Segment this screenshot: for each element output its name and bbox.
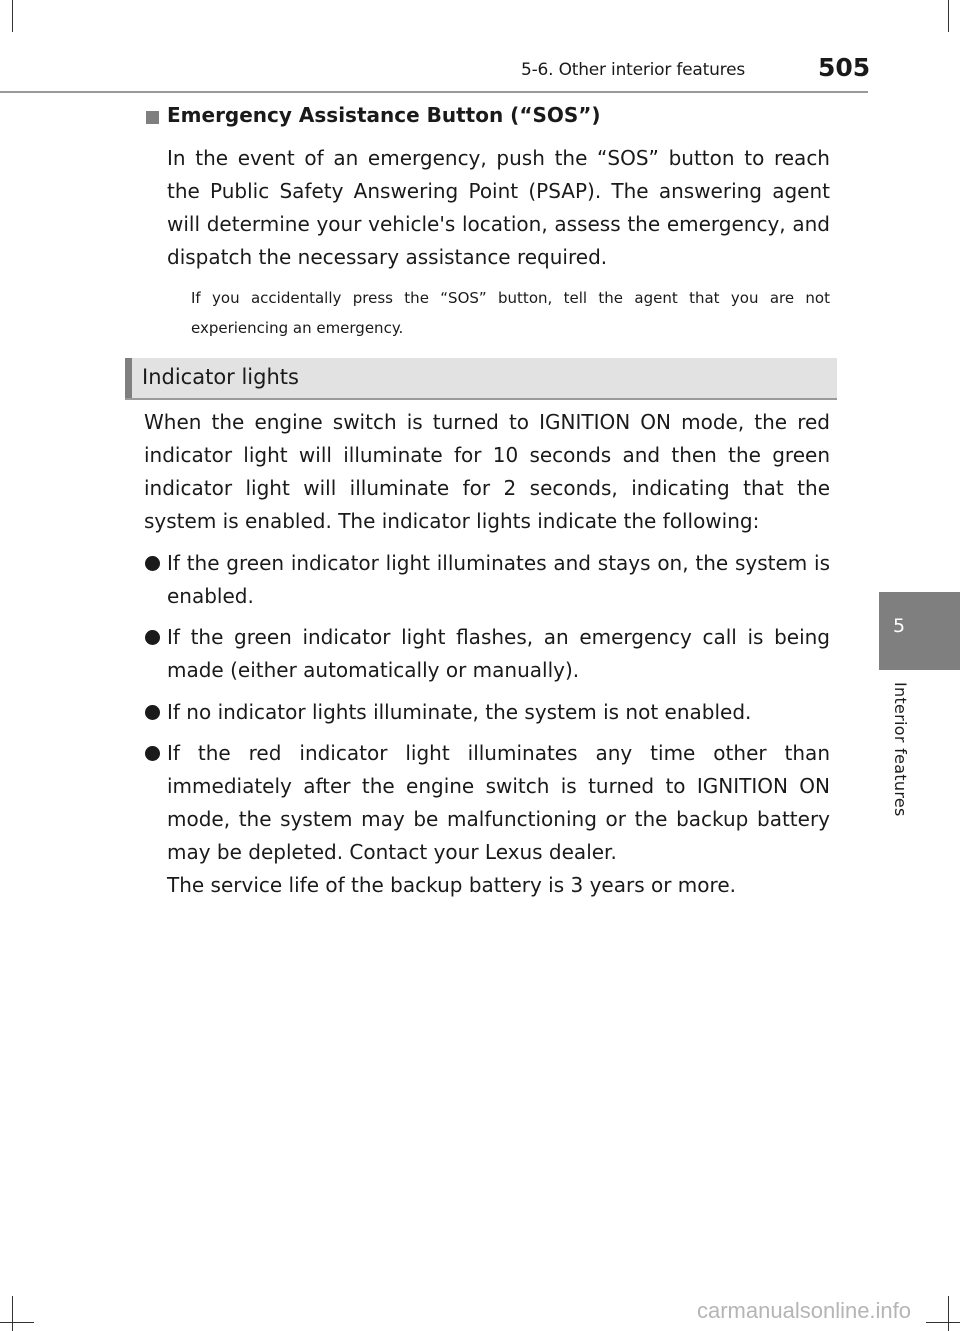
section-title: Indicator lights: [142, 365, 299, 389]
bullet-dot-icon: [145, 630, 160, 645]
section-heading-bar: [125, 358, 837, 400]
list-item: If the green indicator light illuminates and stays on, the system is enabled.: [167, 551, 830, 608]
chapter-tab: [879, 592, 960, 670]
sos-body: In the event of an emergency, push the “SOS” button to reach the Public Safety Answering Point (PSAP). The answering agent will determine your vehicle's location, assess the emergency, and dispatch the necessary assistance required.: [167, 146, 830, 269]
crop-mark: [0, 1322, 34, 1323]
bullet-dot-icon: [145, 746, 160, 761]
crop-mark: [12, 0, 13, 32]
crop-mark: [12, 1296, 13, 1331]
crop-mark: [926, 1322, 960, 1323]
crop-mark: [948, 0, 949, 32]
sos-note: If you accidentally press the “SOS” button, tell the agent that you are not experiencing an emergency.: [191, 289, 830, 337]
list-item: If no indicator lights illuminate, the system is not enabled.: [167, 700, 752, 724]
square-bullet-icon: [146, 111, 159, 124]
crop-mark: [948, 1296, 949, 1331]
indicator-intro: When the engine switch is turned to IGNITION ON mode, the red indicator light will illuminate for 10 seconds and then the green indicator light will illuminate for 2 seconds, indicating that the system is enabled. The indicator lights indicate the following:: [144, 410, 830, 533]
sos-heading: Emergency Assistance Button (“SOS”): [167, 103, 601, 127]
bullet-dot-icon: [145, 705, 160, 720]
list-item: If the green indicator light flashes, an emergency call is being made (either automatically or manually).: [167, 625, 830, 682]
list-item: If the red indicator light illuminates any time other than immediately after the engine switch is turned to IGNITION ON mode, the system may be malfunctioning or the backup battery may be depleted. Contact your Lexus dealer.: [167, 741, 830, 864]
battery-note: The service life of the backup battery is 3 years or more.: [167, 873, 736, 897]
chapter-title: Interior features: [891, 682, 910, 817]
bullet-dot-icon: [145, 556, 160, 571]
page-number: 505: [818, 53, 871, 82]
running-header-section: 5-6. Other interior features: [521, 60, 746, 80]
watermark: carmanualsonline.info: [697, 1298, 912, 1323]
header-divider: [0, 91, 868, 93]
chapter-number: 5: [893, 615, 906, 637]
section-bar-accent: [125, 358, 132, 398]
